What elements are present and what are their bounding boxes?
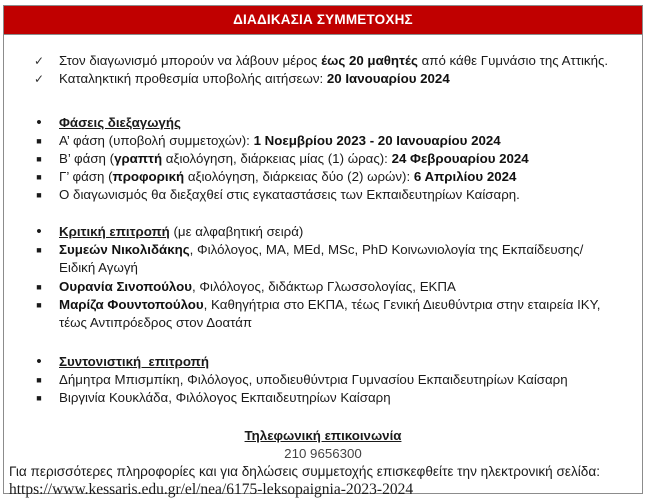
square-bullet-icon: ■ bbox=[36, 172, 42, 182]
phase-date: 1 Νοεμβρίου 2023 - 20 Ιανουαρίου 2024 bbox=[253, 133, 501, 148]
member-desc-cont: τέως Αντιπρόεδρος στον Δοατάπ bbox=[59, 315, 253, 330]
bullet-icon: • bbox=[36, 353, 42, 370]
phases-heading: Φάσεις διεξαγωγής bbox=[59, 115, 181, 130]
square-bullet-icon: ■ bbox=[36, 154, 42, 164]
intro-text: Στον διαγωνισμό μπορούν να λάβουν μέρος bbox=[59, 53, 322, 68]
square-bullet-icon: ■ bbox=[36, 136, 42, 146]
intro-text: από κάθε Γυμνάσιο της Αττικής. bbox=[417, 53, 609, 68]
member-desc-cont: Ειδική Αγωγή bbox=[59, 260, 138, 275]
website-link[interactable]: https://www.kessaris.edu.gr/el/nea/6175-leksopaignia-2023-2024 bbox=[9, 481, 414, 498]
check-icon: ✓ bbox=[33, 54, 45, 68]
contact-heading: Τηλεφωνική επικοινωνία bbox=[244, 428, 402, 443]
bullet-icon: • bbox=[36, 223, 42, 240]
member-name: Συμεών Νικολιδάκης bbox=[59, 242, 190, 257]
square-bullet-icon: ■ bbox=[36, 282, 42, 292]
square-bullet-icon: ■ bbox=[36, 375, 42, 385]
intro-text: Καταληκτική προθεσμία υποβολής αιτήσεων: bbox=[59, 71, 327, 86]
square-bullet-icon: ■ bbox=[36, 190, 42, 200]
member-name: Μαρίζα Φουντοπούλου bbox=[59, 297, 204, 312]
coordination-heading: Συντονιστική επιτροπή bbox=[59, 354, 209, 369]
deadline-date: 20 Ιανουαρίου 2024 bbox=[326, 71, 450, 86]
square-bullet-icon: ■ bbox=[36, 300, 42, 310]
phase-date: 6 Απριλίου 2024 bbox=[413, 169, 517, 184]
box-content: ✓ Στον διαγωνισμό μπορούν να λάβουν μέρος έως 20 μαθητές από κάθε Γυμνάσιο της Αττικής. ✓ Καταληκτική προθεσμία υποβολής αιτήσεων: 20 Ιανουαρίου 2024 • Φάσεις διεξαγωγής ■ Α’ φάση (υποβολή συμμετοχών): 1 Νοεμβρίου 2023 - 20 Ιανουαρίου 2024 ■ Β’ φάση (γραπτή αξιολόγηση, διάρκειας μίας (1) ώρας): 24 Φεβρουαρίου 2024 ■ Γ’ φάση (προφορική αξιολόγηση, διάρκειας δύο (2) ωρών): 6 Απριλίου 2024 ■ Ο διαγωνισμός θα διεξαχθεί στις εγκαταστάσεις των Εκπαιδευτηρίων Καίσαρη. • Κριτική επιτροπή (με αλφαβητική σειρά) ■ Συμεών Νικολιδάκης, Φιλόλογος, MA, MEd, MSc, PhD Κοινωνιολογία της Εκπαίδευσης/ Ειδική Αγωγή ■ Ουρανία Σινοπούλου, Φιλόλογος, διδάκτωρ Γλωσσολογίας, ΕΚΠΑ ■ Μαρίζα Φουντοπούλου, Καθηγήτρια στο ΕΚΠΑ, τέως Γενική Διευθύντρια στην εταιρεία ΙΚΥ, τέως Αντιπρόεδρος στον Δοατάπ • Συντονιστική επιτροπή ■ Δήμητρα Μπισμπίκη, Φιλόλογος, υποδιευθύντρια Γυμνασίου Εκπαιδευτηρίων Καίσαρη ■ Βιργινία Κουκλάδα, Φιλόλογος Εκπαιδευτηρίων Καίσαρη Τηλεφωνική επικοινωνία 210 9656300 Για περισσότερες πληροφορίες και για δηλώσεις συμμετοχής επισκεφθείτε την ηλεκτρονική σελίδα: https://www.kessaris.edu.gr/el/nea/6175-leksopaignia-2023-2024 bbox=[4, 35, 642, 493]
committee-heading: Κριτική επιτροπή bbox=[59, 224, 170, 239]
square-bullet-icon: ■ bbox=[36, 393, 42, 403]
check-icon: ✓ bbox=[33, 72, 45, 86]
info-text: Για περισσότερες πληροφορίες και για δηλώσεις συμμετοχής επισκεφθείτε την ηλεκτρονική σελίδα: bbox=[9, 464, 600, 479]
section-header: ΔΙΑΔΙΚΑΣΙΑ ΣΥΜΜΕΤΟΧΗΣ bbox=[4, 6, 642, 35]
phase-date: 24 Φεβρουαρίου 2024 bbox=[391, 151, 529, 166]
square-bullet-icon: ■ bbox=[36, 245, 42, 255]
bullet-icon: • bbox=[36, 114, 42, 131]
intro-bold: έως 20 μαθητές bbox=[321, 53, 418, 68]
phone-number: 210 9656300 bbox=[284, 446, 362, 461]
participation-box bbox=[3, 5, 643, 498]
member-name: Ουρανία Σινοπούλου bbox=[59, 279, 193, 294]
